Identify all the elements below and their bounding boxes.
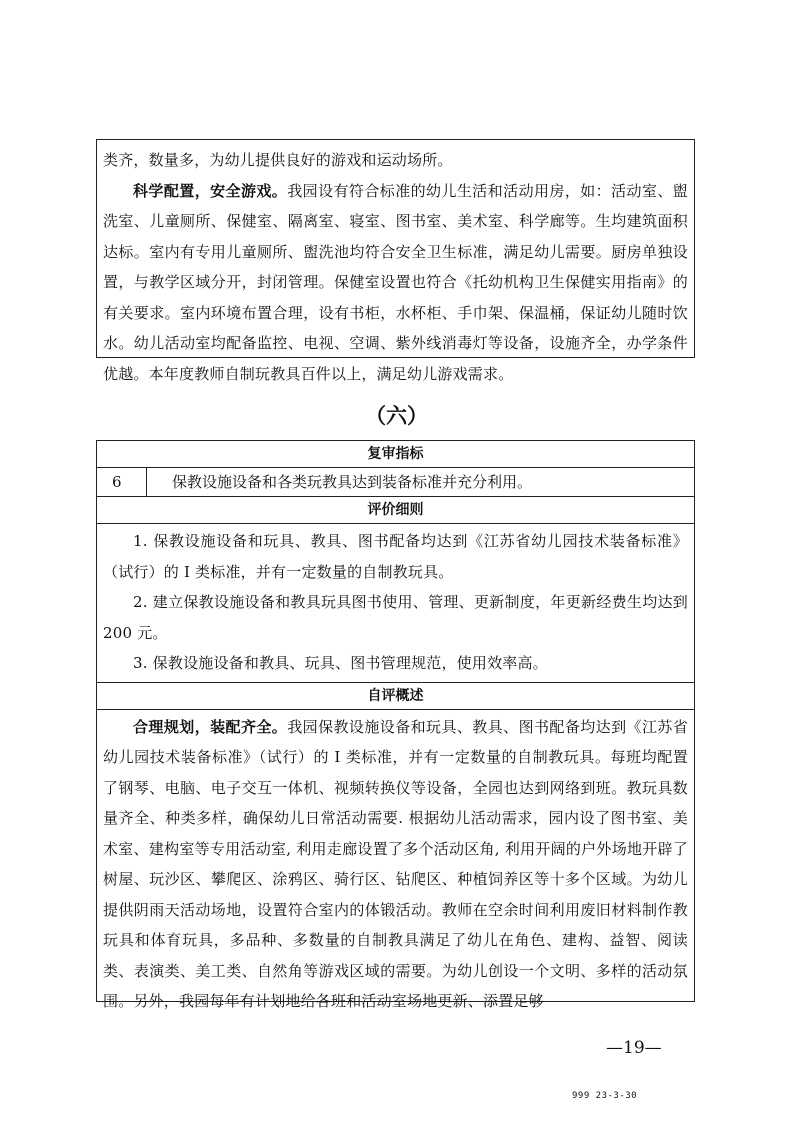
summary-block xyxy=(97,710,694,1017)
review-table xyxy=(96,440,695,1010)
detail-item-3: 3. 保教设施设备和教具、玩具、图书管理规范，使用效率高。 xyxy=(133,654,548,672)
header-self-evaluation: 自评概述 xyxy=(97,683,694,710)
header-evaluation-detail: 评价细则 xyxy=(97,497,694,524)
page-number: —19— xyxy=(606,1038,662,1058)
index-number: 6 xyxy=(97,468,147,496)
summary-lead: 合理规划，装配齐全。 xyxy=(133,717,288,736)
detail-item-2: 2. 建立保教设施设备和教具玩具图书使用、管理、更新制度，年更新经费生均达到 200 元。 xyxy=(103,593,688,642)
science-config-paragraph xyxy=(97,176,694,390)
section-title: （六） xyxy=(365,404,428,428)
print-stamp: 999 23-3-30 xyxy=(572,1091,638,1101)
summary-text: 我园保教设施设备和玩具、教具、图书配备均达到《江苏省幼儿园技术装备标准》（试行）的 I 类标准，并有一定数量的自制教玩具。每班均配置了钢琴、电脑、电子交互一体机、视频转换仪等设备，全园也达到网络到班。教玩具数量齐全、种类多样，确保幼儿日常活动需要. 根据幼儿活动需求，园内设了图书室、美术室、建构室等专用活动室, 利用走廊设置了多个活动区角, 利用开阔的户外场地开辟了树屋、玩沙区、攀爬区、涂鸦区、骑行区、钻爬区、种植饲养区等十多个区域。为幼儿提供阴雨天活动场地，设置符合室内的体锻活动。教师在空余时间利用废旧材料制作教玩具和体育玩具，多品种、多数量的自制教具满足了幼儿在角色、建构、益智、阅读类、表演类、美工类、自然角等游戏区域的需要。为幼儿创设一个文明、多样的活动氛围。另外，我园每年有计划地给各班和活动室场地更新、添置足够 xyxy=(103,717,688,1010)
index-row xyxy=(97,468,694,497)
detail-block xyxy=(97,524,694,683)
index-text: 保教设施设备和各类玩教具达到装备标准并充分利用。 xyxy=(172,473,533,491)
continuation-box xyxy=(96,139,695,383)
detail-item-1: 1. 保教设施设备和玩具、教具、图书配备均达到《江苏省幼儿园技术装备标准》（试行）的 I 类标准，并有一定数量的自制教玩具。 xyxy=(103,532,688,581)
science-config-lead: 科学配置，安全游戏。 xyxy=(133,181,288,200)
summary-paragraph xyxy=(97,712,694,1017)
header-review-index: 复审指标 xyxy=(97,441,694,468)
science-config-text: 我园设有符合标准的幼儿生活和活动用房，如：活动室、盥洗室、儿童厕所、保健室、隔离室、寝室、图书室、美术室、科学廊等。生均建筑面积达标。室内有专用儿童厕所、盥洗池均符合安全卫生标准，满足幼儿需要。厨房单独设置，与教学区域分开，封闭管理。保健室设置也符合《托幼机构卫生保健实用指南》的有关要求。室内环境布置合理，设有书柜，水杯柜、手巾架、保温桶，保证幼儿随时饮水。幼儿活动室均配备监控、电视、空调、紫外线消毒灯等设备，设施齐全，办学条件优越。本年度教师自制玩教具百件以上，满足幼儿游戏需求。 xyxy=(103,181,688,383)
continuation-line: 类齐，数量多，为幼儿提供良好的游戏和运动场所。 xyxy=(103,151,453,169)
